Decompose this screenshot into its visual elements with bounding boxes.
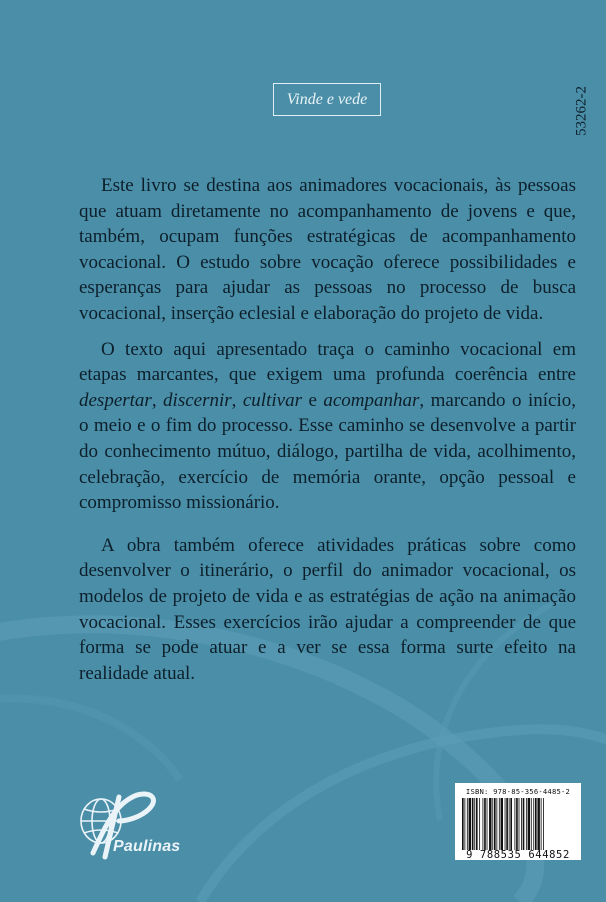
spine-code-text: 53262-2	[573, 86, 590, 136]
barcode-bar	[514, 798, 515, 850]
barcode-bar	[494, 798, 496, 850]
barcode-bar	[516, 798, 518, 850]
barcode-bar	[535, 798, 537, 850]
barcode-bar	[489, 798, 491, 850]
paragraph-1: Este livro se destina aos animadores vocacionais, às pessoas que atuam diretamente no acompanhamento de jovens e que, também, ocupam funções estratégicas de acompanhamento vocacional. O estudo sobre vocação oferece possibilidades e esperanças para ajudar as pessoas no processo de busca vocacional, inserção eclesial e elaboração do projeto de vida.	[79, 175, 576, 324]
isbn-barcode	[455, 783, 581, 860]
barcode-bar	[505, 798, 506, 850]
barcode-bar	[467, 798, 468, 850]
barcode-bar	[496, 798, 497, 850]
barcode-bar	[526, 798, 527, 850]
series-label: Vinde e vede	[286, 90, 368, 108]
publisher-name: Paulinas	[113, 838, 181, 855]
isbn-label: ISBN: 978-85-356-4485-2	[465, 787, 571, 796]
barcode-bar	[479, 798, 480, 850]
back-cover-text	[79, 173, 576, 686]
barcode-bar	[531, 798, 532, 850]
barcode-bar	[521, 798, 522, 850]
paragraph-3: A obra também oferece atividades práticas sobre como desenvolver o itinerário, o perfil do animador vocacional, os modelos de projeto de vida e as estratégias de ação na animação vocacional. Esses exercícios irão ajudar a compreender de que forma se pode atuar e a ver se essa forma surte efeito na realidade atual.	[79, 534, 576, 684]
barcode-bar	[487, 798, 488, 850]
series-label-box	[273, 83, 381, 116]
barcode-bar	[492, 798, 493, 850]
barcode-bar	[483, 798, 484, 850]
ean-digits: 9 788535 644852	[466, 849, 570, 861]
barcode-bar	[472, 798, 474, 850]
barcode-bar	[523, 798, 525, 850]
barcode-bar	[462, 798, 464, 850]
barcode-bar	[537, 798, 539, 850]
barcode-bar	[506, 798, 508, 850]
spine-code	[572, 78, 592, 144]
barcode-bars	[460, 798, 576, 850]
barcode-bar	[499, 798, 500, 850]
barcode-bar	[464, 798, 465, 850]
paragraph-2: O texto aqui apresentado traça o caminho vocacional em etapas marcantes, que exigem uma profunda coerência entre despertar, discernir, cultivar e acompanhar, marcando o início, o meio e o fim do processo. Esse caminho se desenvolve a partir do conhecimento mútuo, diálogo, partilha de vida, acolhimento, celebração, exercício de memória orante, opção pessoal e compromisso missionário.	[79, 338, 576, 514]
barcode-bar	[484, 798, 486, 850]
barcode-bar	[510, 798, 512, 850]
barcode-bar	[533, 798, 534, 850]
barcode-bar	[469, 798, 471, 850]
barcode-bar	[519, 798, 520, 850]
barcode-bar	[476, 798, 478, 850]
barcode-bar	[543, 798, 544, 850]
barcode-bar	[474, 798, 475, 850]
barcode-bar	[541, 798, 542, 850]
barcode-bar	[509, 798, 510, 850]
barcode-bar	[501, 798, 503, 850]
barcode-bar	[528, 798, 530, 850]
